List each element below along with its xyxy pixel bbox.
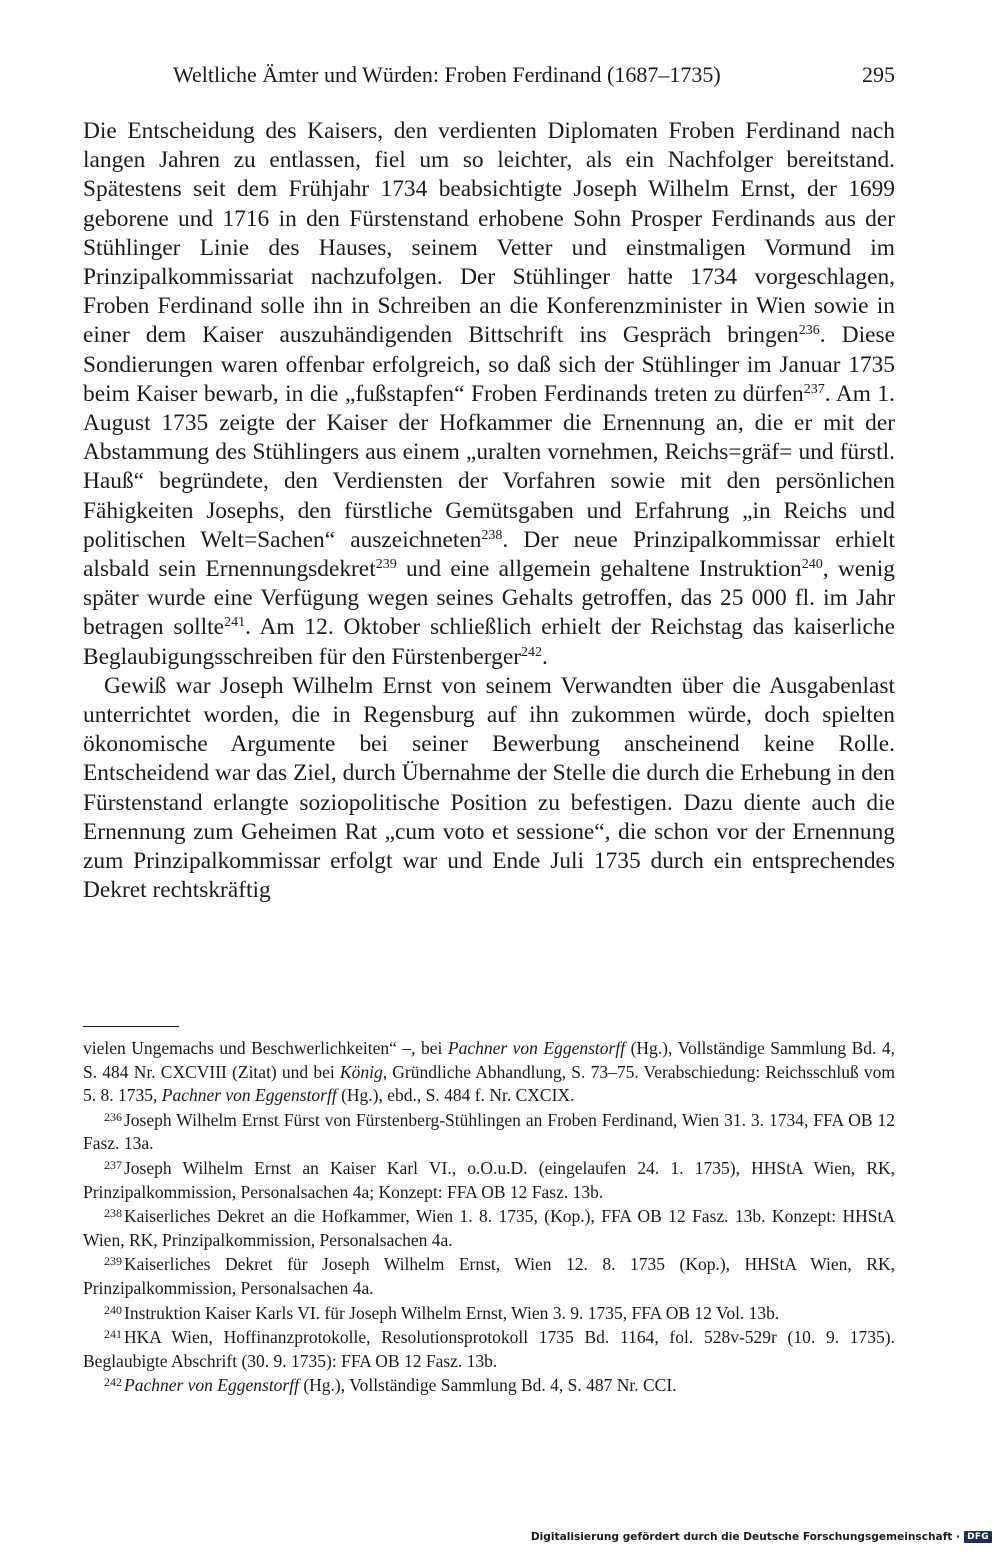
body-paragraph (83, 672, 895, 906)
footnote-text-run: Joseph Wilhelm Ernst Fürst von Fürstenberg-Stühlingen an Froben Ferdinand, Wien 31. 3. 1734, FFA OB 12 Fasz. 13a. (83, 1109, 895, 1154)
footnote-italic-run: Pachner von Eggenstorff (161, 1085, 337, 1106)
body-text-run: , wenig später wurde eine Verfügung wegen seines Gehalts getroffen, das 25 000 fl. im Jahr betragen sollte (83, 556, 896, 641)
footnotes (83, 1037, 895, 1399)
footnote-number: 240 (104, 1302, 122, 1317)
footnote-text-run: , Gründliche Abhandlung, S. 73–75. Verabschiedung: Reichsschluß vom 5. 8. 1735, (83, 1061, 895, 1106)
footnote-ref: 241 (224, 615, 246, 631)
footnote-text-run: Kaiserliches Dekret für Joseph Wilhelm Ernst, Wien 12. 8. 1735 (Kop.), HHStA Wien, RK, Prinzipalkommission, Personalsachen 4a. (83, 1254, 895, 1298)
footnote-text-run: vielen Ungemachs und Beschwerlichkeiten“ –, bei (83, 1038, 448, 1058)
footnote-ref: 239 (375, 557, 397, 573)
footnote-number: 237 (104, 1157, 122, 1172)
body-text-run: Die Entscheidung des Kaisers, den verdienten Diplomaten Froben Ferdinand nach langen Jahren zu entlassen, fiel um so leichter, als ein Nachfolger bereitstand. Spätestens seit dem Frühjahr 1734 beabsichtigte Joseph Wilhelm Ernst, der 1699 geborene und 1716 in den Fürstenstand erhobene Sohn Prosper Ferdinands aus der Stühlinger Linie des Hauses, seinem Vetter und einstmaligen Vormund im Prinzipalkommissariat nachzufolgen. Der Stühlinger hatte 1734 vorgeschlagen, Froben Ferdinand solle ihn in Schreiben an die Konferenzminister in Wien sowie in einer dem Kaiser auszuhändigenden Bittschrift ins Gespräch bringen (83, 118, 895, 349)
running-head (173, 58, 895, 92)
footnote-ref: 236 (798, 323, 820, 339)
footnote (83, 1037, 895, 1108)
body-text-run: . (542, 643, 548, 670)
footnote (83, 1109, 895, 1156)
footnote (83, 1326, 895, 1373)
footnote-number: 241 (104, 1327, 122, 1342)
footnote (83, 1302, 895, 1326)
footnote-text-run: (Hg.), Vollständige Sammlung Bd. 4, S. 487 Nr. CCI. (298, 1375, 677, 1396)
footnote (83, 1253, 895, 1300)
dfg-logo: DFG (964, 1531, 992, 1543)
body-text-run: . Am 1. August 1735 zeigte der Kaiser der Hofkammer die Ernennung an, die er mit der Abstammung des Stühlingers aus einem „uralten vornehmen, Reichs=gräf= und fürstl. Hauß“ begründete, den Verdiensten der Vorfahren sowie mit den persönlichen Fähigkeiten Josephs, den fürstliche Gemütsgaben und Erfahrung „in Reichs und politischen Welt=Sachen“ auszeichneten (83, 380, 895, 553)
body-text-run: Gewiß war Joseph Wilhelm Ernst von seinem Verwandten über die Ausgabenlast unterrichtet worden, die in Regensburg auf ihn zukommen würde, doch spielten ökonomische Argumente bei seiner Bewerbung anscheinend keine Rolle. Entscheidend war das Ziel, durch Übernahme der Stelle die durch die Erhebung in den Fürstenstand erlangte soziopolitische Position zu befestigen. Dazu diente auch die Ernennung zum Geheimen Rat „cum voto et sessione“, die schon vor der Ernennung zum Prinzipalkommissar erfolgt war und Ende Juli 1735 durch ein entsprechendes Dekret rechtskräftig (83, 672, 895, 904)
footnote-text-run: (Hg.), ebd., S. 484 f. Nr. CXCIX. (336, 1085, 575, 1106)
footnote-separator (83, 1026, 179, 1027)
footnote-text-run: Instruktion Kaiser Karls VI. für Joseph Wilhelm Ernst, Wien 3. 9. 1735, FFA OB 12 Vol. 13b. (124, 1302, 780, 1323)
body-text-run: . Am 12. Oktober schließlich erhielt der Reichstag das kaiserliche Beglaubigungsschreiben für den Fürstenberger (83, 614, 895, 670)
footnote-ref: 238 (481, 527, 503, 543)
footnote (83, 1374, 895, 1398)
footnote-italic-run: Pachner von Eggenstorff (447, 1038, 626, 1058)
body-text-run: und eine allgemein gehaltene Instruktion (396, 556, 802, 583)
footnote-ref: 237 (803, 381, 825, 397)
footnote (83, 1157, 895, 1204)
page-number: 295 (862, 62, 895, 87)
footnote-text-run: Kaiserliches Dekret an die Hofkammer, Wien 1. 8. 1735, (Kop.), FFA OB 12 Fasz. 13b. Konzept: HHStA Wien, RK, Prinzipalkommission, Personalsachen 4a. (83, 1206, 895, 1250)
running-head-title: Weltliche Ämter und Würden: Froben Ferdinand (1687–1735) (173, 62, 721, 87)
body-text (83, 117, 895, 905)
footnote-text-run: Joseph Wilhelm Ernst an Kaiser Karl VI., o.O.u.D. (eingelaufen 24. 1. 1735), HHStA Wien, RK, Prinzipalkommission, Personalsachen 4a; Konzept: FFA OB 12 Fasz. 13b. (83, 1157, 895, 1202)
digitization-credit (531, 1527, 992, 1547)
footnote-italic-run: Pachner von Eggenstorff (124, 1375, 299, 1396)
credit-text: Digitalisierung gefördert durch die Deutsche Forschungsgemeinschaft · (530, 1531, 961, 1543)
body-paragraph (83, 117, 895, 672)
footnote-text-run: HKA Wien, Hoffinanzprotokolle, Resolutionsprotokoll 1735 Bd. 1164, fol. 528v-529r (10. 9. 1735). Beglaubigte Abschrift (30. 9. 1735): FFA OB 12 Fasz. 13b. (83, 1327, 895, 1371)
footnote-number: 238 (104, 1206, 122, 1221)
footnote-italic-run: König (339, 1061, 383, 1082)
footnote-text-run: (Hg.), Vollständige Sammlung Bd. 4, S. 484 Nr. CXCVIII (Zitat) und bei (83, 1038, 895, 1082)
footnote (83, 1205, 895, 1252)
footnote-number: 242 (104, 1375, 122, 1390)
footnote-number: 239 (104, 1254, 122, 1269)
footnote-number: 236 (104, 1109, 122, 1124)
body-text-run: . Der neue Prinzipalkommissar erhielt alsbald sein Ernennungsdekret (83, 526, 895, 583)
footnote-ref: 242 (521, 644, 543, 660)
body-text-run: . Diese Sondierungen waren offenbar erfolgreich, so daß sich der Stühlinger im Januar 1735 beim Kaiser bewarb, in die „fußstapfen“ Froben Ferdinands treten zu dürfen (83, 322, 895, 407)
footnote-ref: 240 (801, 557, 823, 573)
